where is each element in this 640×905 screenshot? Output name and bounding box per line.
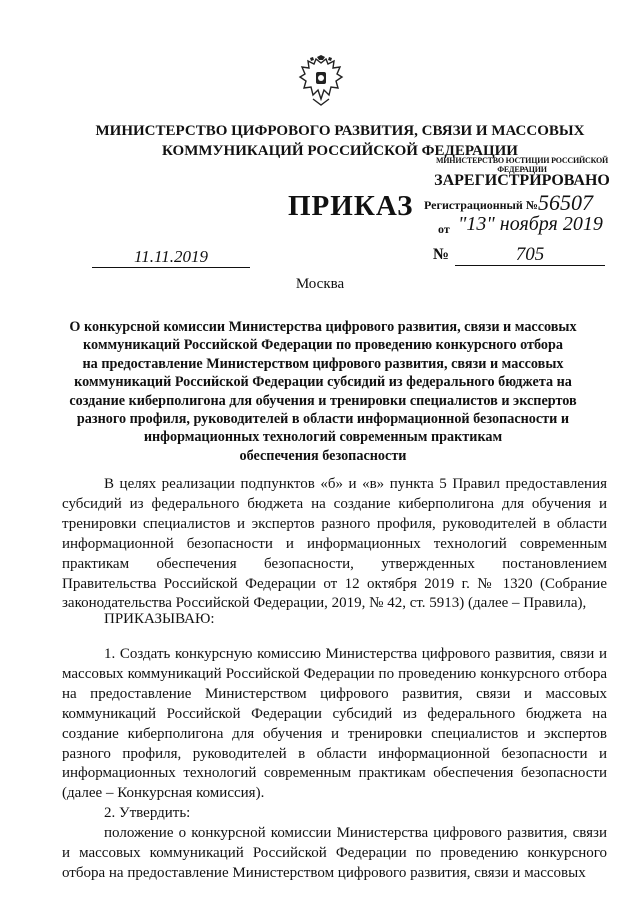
order-title-line: коммуникаций Российской Федерации субсидий из федерального бюджета на — [74, 374, 572, 391]
ministry-line-1: МИНИСТЕРСТВО ЦИФРОВОГО РАЗВИТИЯ, СВЯЗИ И МАССОВЫХ — [95, 123, 585, 139]
item-1-block — [62, 645, 607, 884]
order-title-line: создание киберполигона для обучения и тренировки специалистов и экспертов — [69, 392, 577, 409]
order-number-sign: № — [433, 246, 450, 263]
registration-stamp — [424, 150, 620, 246]
order-title — [64, 318, 582, 465]
order-title-line: О конкурсной комиссии Министерства цифрового развития, связи и массовых — [69, 319, 577, 335]
preamble-paragraph: В целях реализации подпунктов «б» и «в» пункта 5 Правил предоставления субсидий из федерального бюджета на создание киберполигона для обучения и тренировки специалистов и экспертов разного профиля, руководителей в области информационной безопасности и информационных технологий современным практикам обеспечения безопасности, утвержденных постановлением Правительства Российской Федерации от 12 октября 2019 г. № 1320 (Собрание законодательства Российской Федерации, 2019, № 42, ст. 5913) (далее – Правила), — [62, 476, 607, 612]
order-date: 11.11.2019 — [92, 247, 250, 268]
stamp-status: ЗАРЕГИСТРИРОВАНО — [434, 172, 610, 189]
stamp-date: "13" ноября 2019 — [458, 213, 603, 235]
stamp-reg-label: Регистрационный № — [424, 198, 538, 212]
preamble-block — [62, 475, 607, 614]
item-2-heading: 2. Утвердить: — [104, 805, 191, 822]
double-headed-eagle-icon — [296, 55, 346, 107]
stamp-date-prefix: от — [438, 222, 450, 236]
document-type-title: ПРИКАЗ — [288, 190, 414, 222]
city: Москва — [295, 276, 345, 292]
order-directive: ПРИКАЗЫВАЮ: — [104, 611, 215, 627]
item-2-paragraph: положение о конкурсной комиссии Министерства цифрового развития, связи и массовых коммуникаций Российской Федерации по проведению конкурсного отбора на предоставление Министерством цифрового развития, связи и массовых — [62, 825, 607, 881]
order-title-line: коммуникаций Российской Федерации по проведению конкурсного отбора — [83, 337, 563, 354]
order-title-line: на предоставление Министерством цифрового развития, связи и массовых — [82, 355, 564, 372]
stamp-reg-number: 56507 — [538, 190, 593, 215]
order-title-line: разного профиля, руководителей в области информационной безопасности и — [76, 411, 570, 428]
ministry-line-2: КОММУНИКАЦИЙ РОССИЙСКОЙ ФЕДЕРАЦИИ — [162, 143, 518, 159]
order-title-line: обеспечения безопасности — [239, 447, 407, 464]
coat-of-arms-emblem — [296, 55, 346, 107]
stamp-authority: МИНИСТЕРСТВО ЮСТИЦИИ РОССИЙСКОЙ ФЕДЕРАЦИИ — [435, 156, 609, 174]
item-1-paragraph: 1. Создать конкурсную комиссию Министерства цифрового развития, связи и массовых коммуникаций Российской Федерации по проведению конкурсного отбора на предоставление Министерством цифрового развития, связи и массовых коммуникаций Российской Федерации субсидий из федерального бюджета на создание киберполигона для обучения и тренировки специалистов и экспертов разного профиля, руководителей в области информационной безопасности и информационных технологий современным практикам обеспечения безопасности (далее – Конкурсная комиссия). — [62, 646, 607, 802]
order-title-line: информационных технологий современным практикам — [143, 429, 503, 446]
order-number: 705 — [455, 245, 605, 266]
